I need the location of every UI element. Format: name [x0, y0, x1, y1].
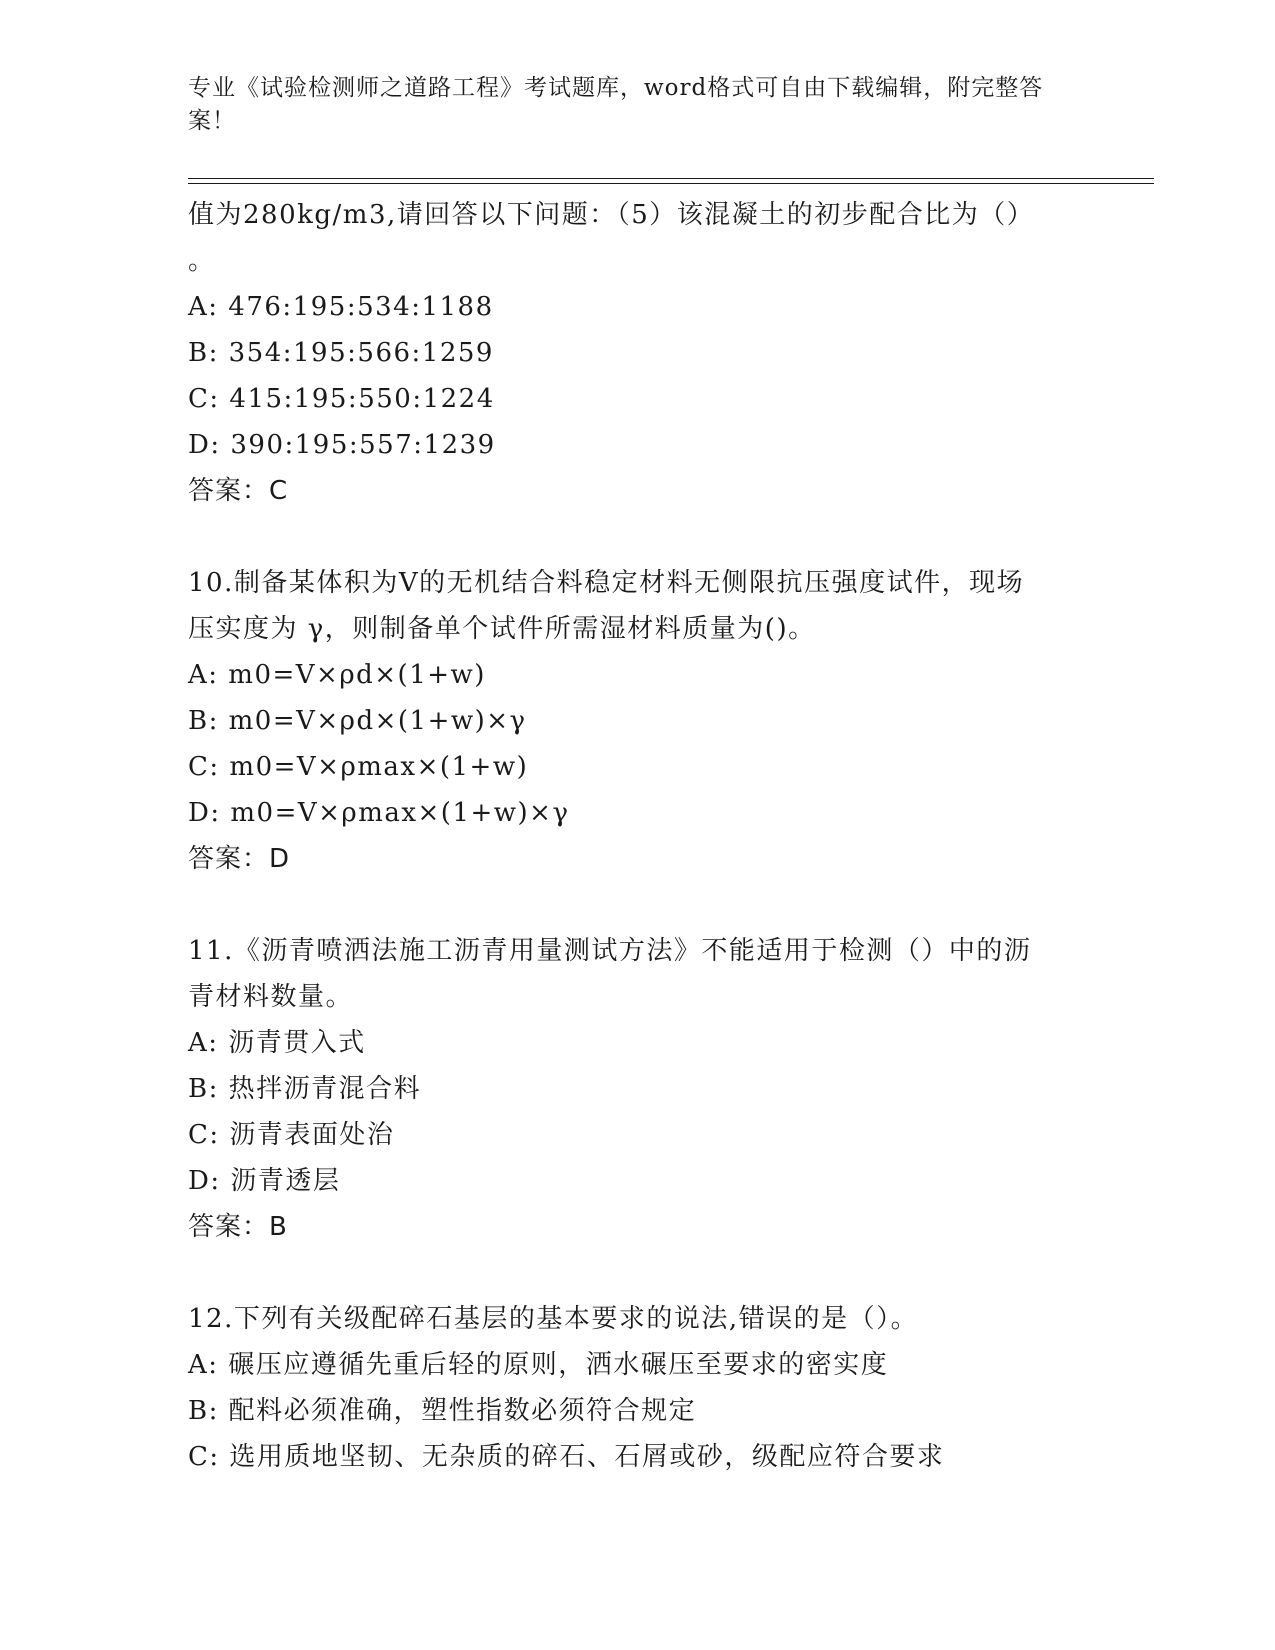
question-block [188, 560, 1088, 882]
answer-label: 答案：B [188, 1212, 288, 1242]
question-block [188, 1296, 1088, 1480]
question-stem: 10.制备某体积为V的无机结合料稳定材料无侧限抗压强度试件，现场 [188, 568, 1025, 598]
question-stem: 11.《沥青喷洒法施工沥青用量测试方法》不能适用于检测（）中的沥 [188, 936, 1032, 966]
question-block [188, 928, 1088, 1250]
option-a: A: 碾压应遵循先重后轻的原则，洒水碾压至要求的密实度 [188, 1350, 889, 1380]
answer-label: 答案：D [188, 844, 291, 874]
question-list [188, 192, 1088, 1480]
option-b: B: m0=V×ρd×(1+w)×γ [188, 706, 527, 736]
option-b: B: 配料必须准确，塑性指数必须符合规定 [188, 1396, 697, 1426]
question-stem: 12.下列有关级配碎石基层的基本要求的说法,错误的是（）。 [188, 1304, 919, 1334]
answer-label: 答案：C [188, 476, 289, 506]
option-c: C: m0=V×ρmax×(1+w) [188, 752, 529, 782]
option-d: D: m0=V×ρmax×(1+w)×γ [188, 798, 570, 828]
question-stem: 压实度为 γ，则制备单个试件所需湿材料质量为()。 [188, 614, 816, 644]
option-c: C: 选用质地坚韧、无杂质的碎石、石屑或砂，级配应符合要求 [188, 1442, 945, 1472]
question-stem: 值为280kg/m3,请回答以下问题：（5）该混凝土的初步配合比为（） [188, 200, 1035, 230]
header-divider-top [188, 178, 1154, 179]
header-divider-bottom [188, 183, 1154, 184]
option-c: C: 沥青表面处治 [188, 1120, 395, 1150]
option-c: C: 415:195:550:1224 [188, 384, 495, 414]
spacer [188, 514, 1088, 560]
option-b: B: 354:195:566:1259 [188, 338, 494, 368]
spacer [188, 882, 1088, 928]
option-d: D: 390:195:557:1239 [188, 430, 496, 460]
option-a: A: m0=V×ρd×(1+w) [188, 660, 486, 690]
question-block [188, 192, 1088, 514]
spacer [188, 1250, 1088, 1296]
question-stem: 。 [188, 246, 216, 276]
page-header: 专业《试验检测师之道路工程》考试题库，word格式可自由下载编辑，附完整答案！ [188, 75, 1044, 134]
option-a: A: 476:195:534:1188 [188, 292, 494, 322]
question-stem: 青材料数量。 [188, 982, 354, 1012]
option-b: B: 热拌沥青混合料 [188, 1074, 422, 1104]
option-d: D: 沥青透层 [188, 1166, 341, 1196]
option-a: A: 沥青贯入式 [188, 1028, 366, 1058]
